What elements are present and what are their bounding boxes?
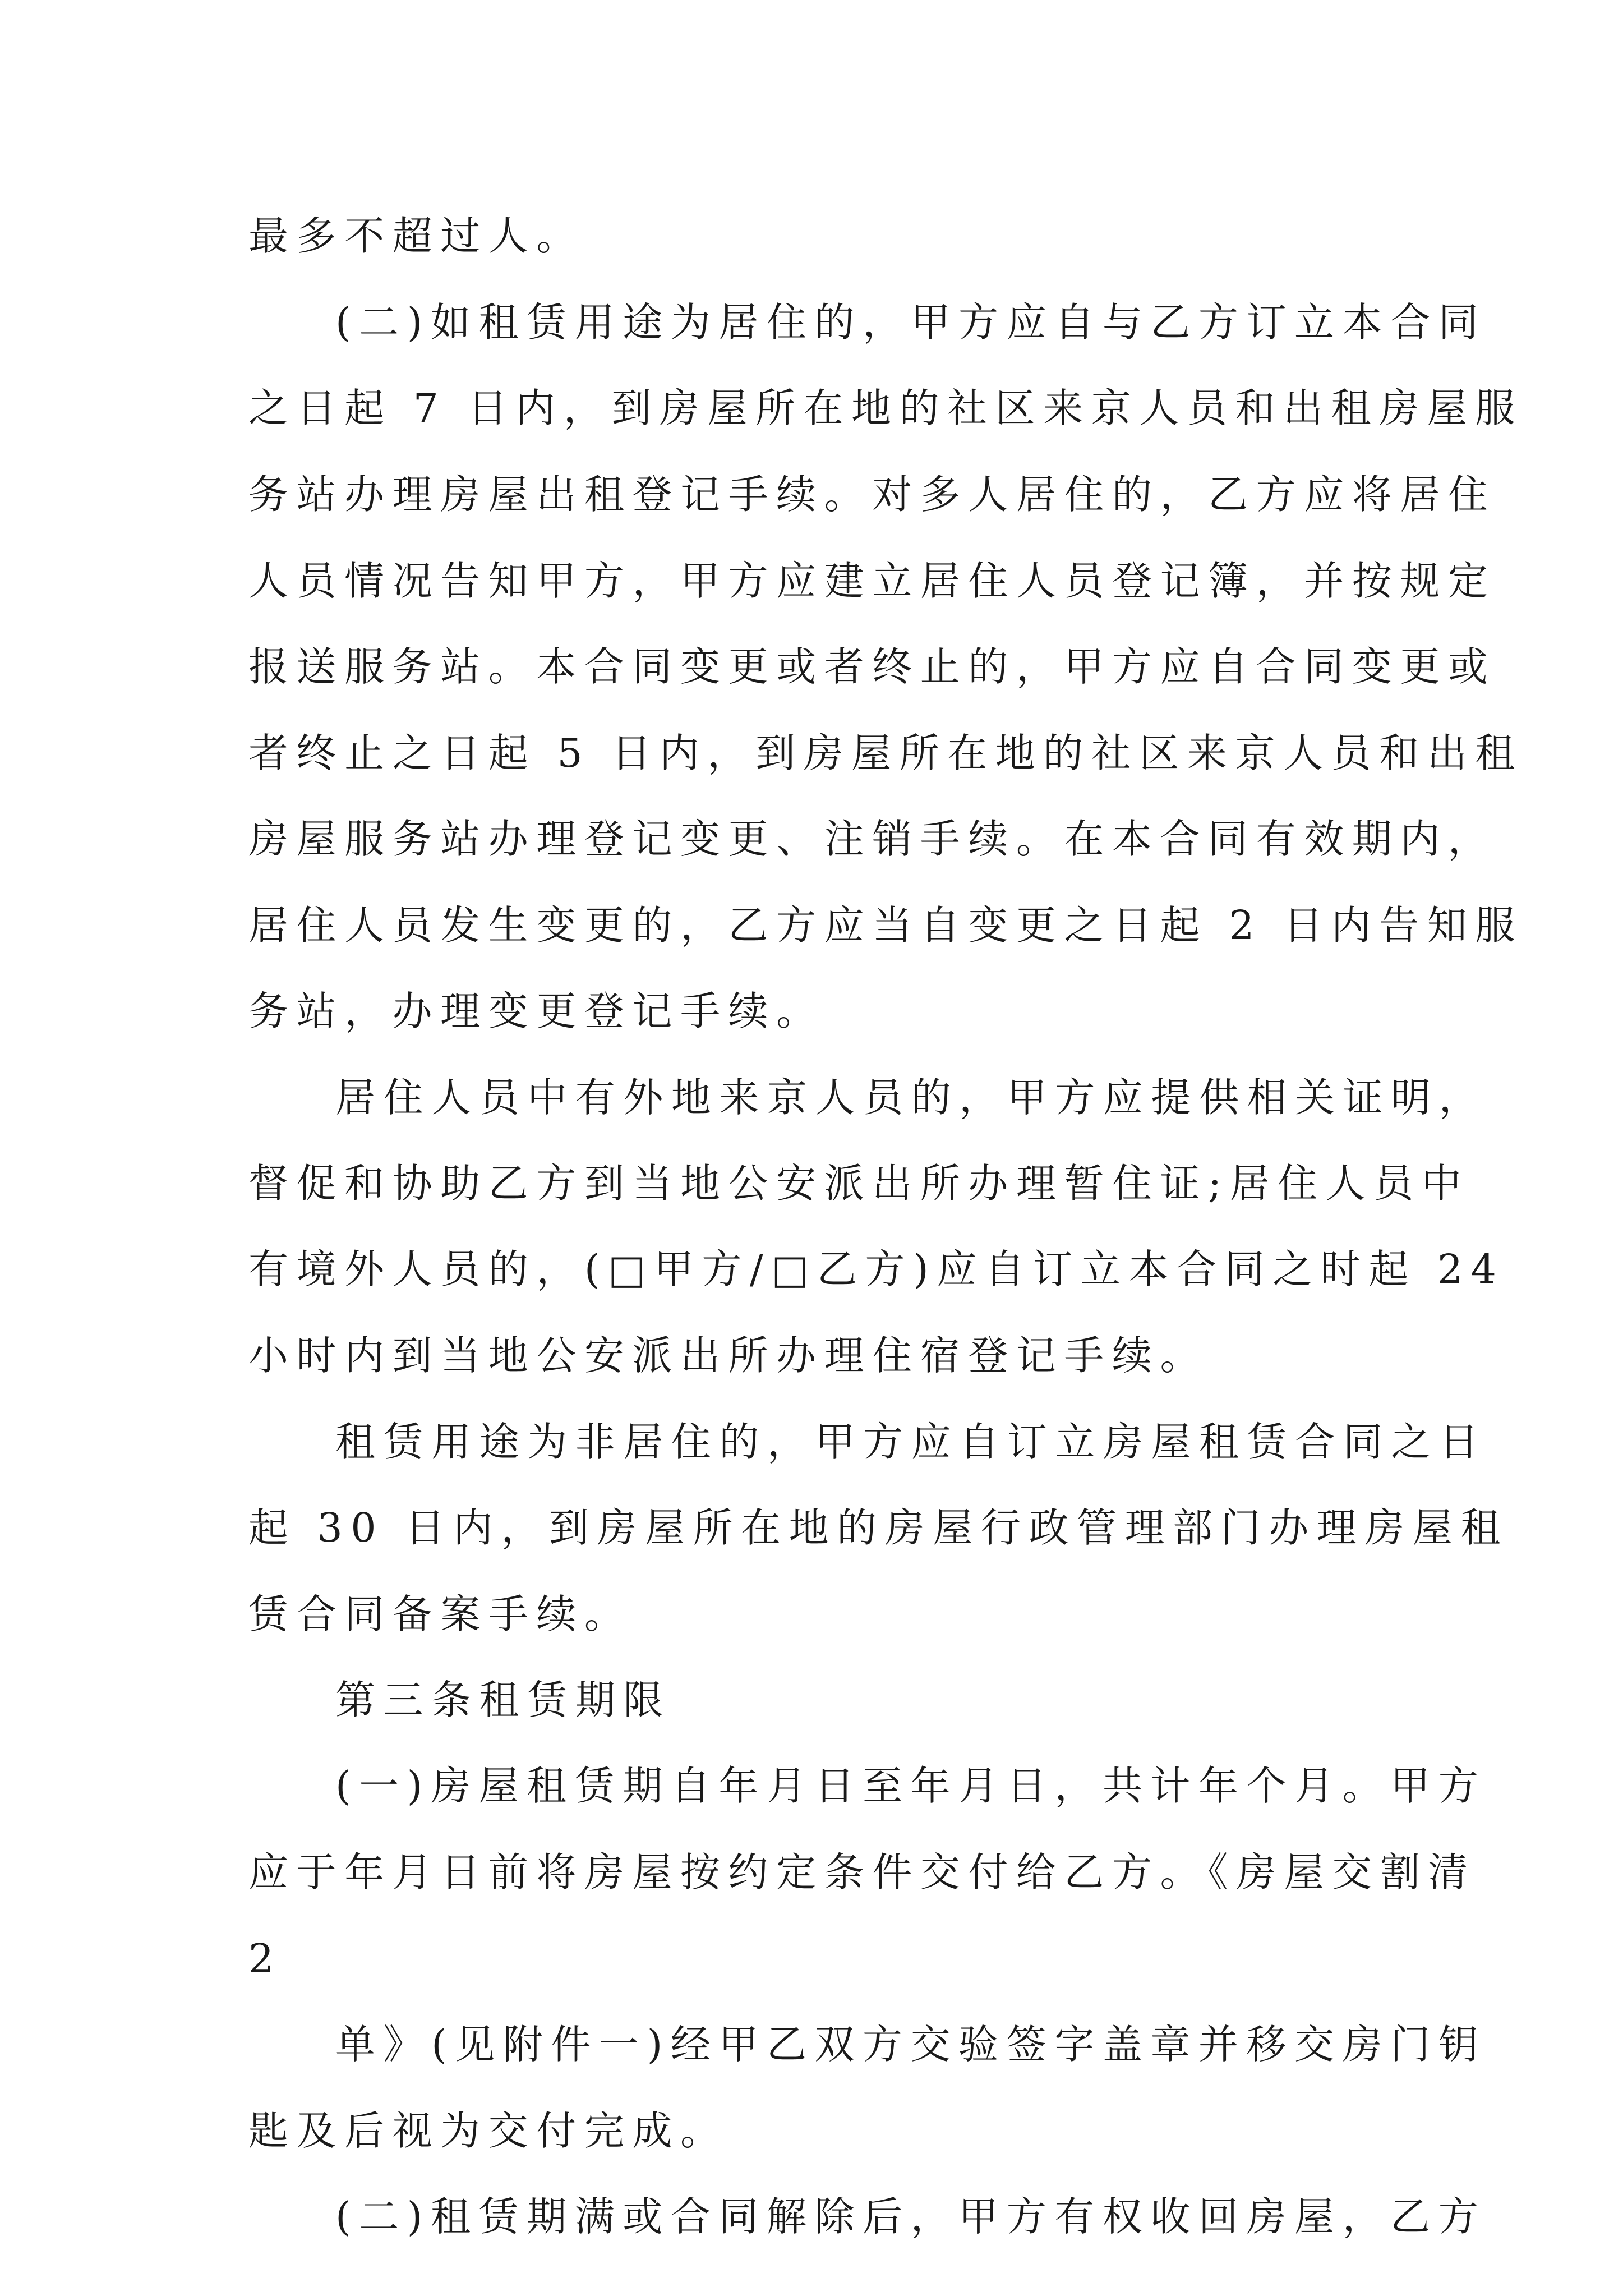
text-line-1: 最多不超过人。 xyxy=(248,213,584,259)
text-line-10: 务站，办理变更登记手续。 xyxy=(248,988,824,1034)
text-line-3: 之日起 7 日内，到房屋所在地的社区来京人员和出租房屋服 xyxy=(248,385,1523,431)
text-line-8: 房屋服务站办理登记变更、注销手续。在本合同有效期内， xyxy=(248,816,1496,862)
text-line-11: 居住人员中有外地来京人员的，甲方应提供相关证明， xyxy=(335,1074,1487,1121)
text-line-17: 赁合同备案手续。 xyxy=(248,1591,633,1637)
text-line-9: 居住人员发生变更的，乙方应当自变更之日起 2 日内告知服 xyxy=(248,902,1523,949)
text-line-7: 者终止之日起 5 日内，到房屋所在地的社区来京人员和出租 xyxy=(248,730,1523,776)
text-line-15: 租赁用途为非居住的，甲方应自订立房屋租赁合同之日 xyxy=(335,1419,1487,1465)
text-line-6: 报送服务站。本合同变更或者终止的，甲方应自合同变更或 xyxy=(248,643,1496,690)
text-line-13: 有境外人员的，(□甲方/□乙方)应自订立本合同之时起 24 xyxy=(248,1246,1505,1292)
text-line-23: 匙及后视为交付完成。 xyxy=(248,2108,728,2154)
text-line-24: (二)租赁期满或合同解除后，甲方有权收回房屋，乙方 xyxy=(335,2193,1487,2240)
text-line-22: 单》(见附件一)经甲乙双方交验签字盖章并移交房门钥 xyxy=(335,2021,1487,2068)
text-line-12: 督促和协助乙方到当地公安派出所办理暂住证;居住人员中 xyxy=(248,1160,1470,1207)
text-line-5: 人员情况告知甲方，甲方应建立居住人员登记簿，并按规定 xyxy=(248,558,1496,604)
text-line-20: 应于年月日前将房屋按约定条件交付给乙方。《房屋交割清 xyxy=(248,1849,1476,1895)
section-heading: 第三条租赁期限 xyxy=(335,1677,671,1723)
text-line-14: 小时内到当地公安派出所办理住宿登记手续。 xyxy=(248,1332,1209,1379)
text-line-2: (二)如租赁用途为居住的，甲方应自与乙方订立本合同 xyxy=(335,299,1487,346)
text-line-4: 务站办理房屋出租登记手续。对多人居住的，乙方应将居住 xyxy=(248,471,1496,518)
page-number: 2 xyxy=(248,1935,282,1982)
text-line-16: 起 30 日内，到房屋所在地的房屋行政管理部门办理房屋租 xyxy=(248,1504,1509,1551)
text-line-19: (一)房屋租赁期自年月日至年月日，共计年个月。甲方 xyxy=(335,1763,1487,1809)
